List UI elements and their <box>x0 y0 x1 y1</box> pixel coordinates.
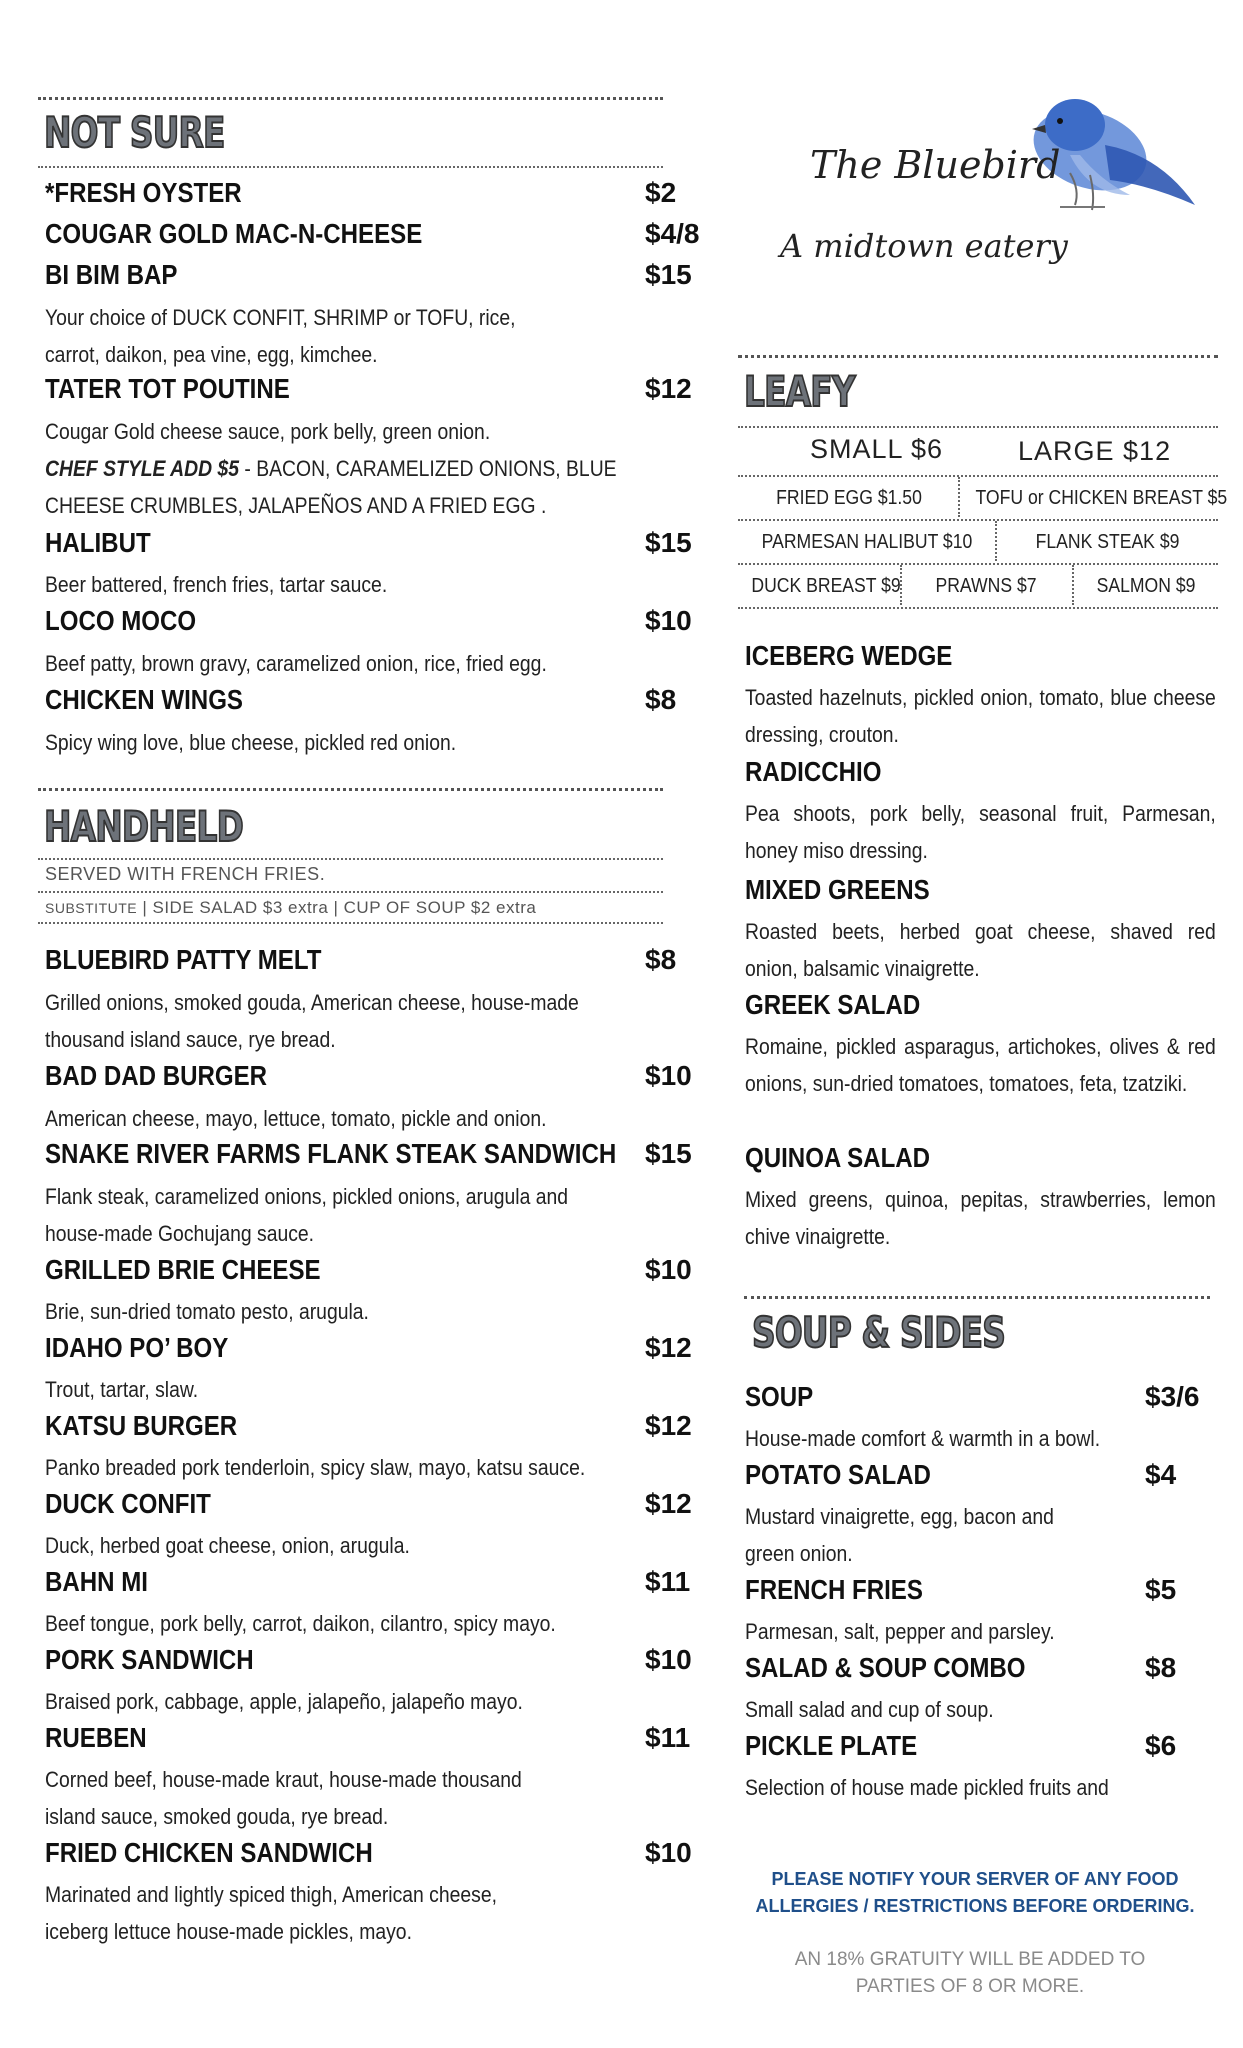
item-description: Your choice of DUCK CONFIT, SHRIMP or TOFU, rice, carrot, daikon, pea vine, egg, kimchee. <box>45 305 516 367</box>
item-name: BI BIM BAP <box>45 259 178 290</box>
item-description: Braised pork, cabbage, apple, jalapeño, jalapeño mayo. <box>45 1689 523 1714</box>
menu-item-fried-chicken-sandwich <box>45 1837 705 1871</box>
item-price: $15 <box>645 1138 692 1169</box>
divider <box>738 607 1218 609</box>
item-price: $10 <box>645 1644 692 1675</box>
item-description: Grilled onions, smoked gouda, American cheese, house-made thousand island sauce, rye bread. <box>45 990 579 1052</box>
menu-item-bi-bim-bap <box>45 259 705 293</box>
item-price: $10 <box>645 1060 692 1091</box>
item-name: PORK SANDWICH <box>45 1644 254 1675</box>
menu-item-patty-melt <box>45 944 705 978</box>
addon-flank-steak: FLANK STEAK $9 <box>1035 531 1180 553</box>
item-name: LOCO MOCO <box>45 605 197 636</box>
divider <box>900 565 902 605</box>
item-price: $5 <box>1145 1574 1177 1605</box>
item-price: $8 <box>645 944 677 975</box>
side-soup <box>745 1381 1205 1415</box>
menu-item-katsu-burger <box>45 1410 705 1444</box>
item-price: $2 <box>645 177 677 208</box>
salad-iceberg-wedge <box>745 640 1215 674</box>
section-title-soup-sides: SOUP & SIDES <box>752 1308 1006 1357</box>
item-description: Small salad and cup of soup. <box>745 1697 994 1722</box>
menu-item-tater-tot-poutine <box>45 373 705 407</box>
allergy-notice: PLEASE NOTIFY YOUR SERVER OF ANY FOOD ALLERGIES / RESTRICTIONS BEFORE ORDERING. <box>755 1869 1195 1916</box>
item-name: CHICKEN WINGS <box>45 684 244 715</box>
menu-item-idaho-po-boy <box>45 1332 705 1366</box>
logo-subtitle: A midtown eatery <box>780 227 1068 265</box>
item-name: DUCK CONFIT <box>45 1488 211 1519</box>
item-price: $11 <box>645 1722 691 1753</box>
menu-item-bahn-mi <box>45 1566 705 1600</box>
item-name: ICEBERG WEDGE <box>745 640 953 671</box>
item-description: Toasted hazelnuts, pickled onion, tomato, blue cheese dressing, crouton. <box>745 685 1216 747</box>
item-name: COUGAR GOLD MAC-N-CHEESE <box>45 218 423 249</box>
item-description: Duck, herbed goat cheese, onion, arugula. <box>45 1533 410 1558</box>
item-price: $11 <box>645 1566 691 1597</box>
item-description: Brie, sun-dried tomato pesto, arugula. <box>45 1299 369 1324</box>
item-price: $12 <box>645 1410 692 1441</box>
addon-fried-egg: FRIED EGG $1.50 <box>776 487 922 509</box>
item-price: $8 <box>645 684 677 715</box>
bluebird-logo <box>770 55 1210 295</box>
item-name: SOUP <box>745 1381 814 1412</box>
divider <box>38 891 663 893</box>
divider <box>738 426 1218 428</box>
substitute-options: | SIDE SALAD $3 extra | CUP OF SOUP $2 extra <box>137 898 537 917</box>
side-pickle-plate <box>745 1730 1205 1764</box>
item-price: $8 <box>1145 1652 1177 1683</box>
item-description: Pea shoots, pork belly, seasonal fruit, Parmesan, honey miso dressing. <box>745 801 1216 863</box>
item-name: GREEK SALAD <box>745 989 921 1020</box>
item-description: American cheese, mayo, lettuce, tomato, pickle and onion. <box>45 1106 547 1131</box>
menu-item-duck-confit <box>45 1488 705 1522</box>
served-with-note: SERVED WITH FRENCH FRIES. <box>45 864 326 884</box>
menu-item-mac-n-cheese <box>45 218 705 252</box>
menu-item-loco-moco <box>45 605 705 639</box>
side-salad-soup-combo <box>745 1652 1205 1686</box>
menu-item-rueben <box>45 1722 705 1756</box>
section-title-leafy: LEAFY <box>744 367 855 416</box>
item-description: Beef patty, brown gravy, caramelized onion, rice, fried egg. <box>45 651 547 676</box>
item-description: Parmesan, salt, pepper and parsley. <box>745 1619 1055 1644</box>
gratuity-notice: AN 18% GRATUITY WILL BE ADDED TO PARTIES OF 8 OR MORE. <box>794 1949 1146 1997</box>
divider <box>38 922 663 924</box>
item-description: Panko breaded pork tenderloin, spicy slaw, mayo, katsu sauce. <box>45 1455 586 1480</box>
menu-item-grilled-brie <box>45 1254 705 1288</box>
item-name: TATER TOT POUTINE <box>45 373 290 404</box>
divider <box>38 858 663 860</box>
chef-style-text: - BACON, CARAMELIZED ONIONS, BLUE CHEESE CRUMBLES, JALAPEÑOS AND A FRIED EGG . <box>45 456 617 518</box>
item-price: $3/6 <box>1145 1381 1200 1412</box>
divider <box>38 97 663 100</box>
item-name: BAD DAD BURGER <box>45 1060 268 1091</box>
menu-item-pork-sandwich <box>45 1644 705 1678</box>
item-description: Cougar Gold cheese sauce, pork belly, green onion. <box>45 419 491 444</box>
menu-item-halibut <box>45 527 705 561</box>
item-name: FRENCH FRIES <box>745 1574 923 1605</box>
divider <box>738 519 1218 521</box>
divider <box>738 475 1218 477</box>
addon-duck-breast: DUCK BREAST $9 <box>751 575 901 597</box>
substitute-note <box>45 898 536 918</box>
item-description: Romaine, pickled asparagus, artichokes, olives & red onions, sun-dried tomatoes, tomatoes, feta, tzatziki. <box>745 1034 1216 1096</box>
divider <box>1072 565 1074 605</box>
item-description: House-made comfort & warmth in a bowl. <box>745 1426 1101 1451</box>
item-name: HALIBUT <box>45 527 151 558</box>
item-name: BAHN MI <box>45 1566 148 1597</box>
item-description: Mixed greens, quinoa, pepitas, strawberries, lemon chive vinaigrette. <box>745 1187 1216 1249</box>
item-price: $15 <box>645 527 692 558</box>
menu-item-flank-steak-sandwich <box>45 1138 705 1172</box>
item-price: $12 <box>645 1332 692 1363</box>
item-name: RUEBEN <box>45 1722 147 1753</box>
menu-item-fresh-oyster <box>45 177 705 211</box>
item-description: Spicy wing love, blue cheese, pickled red onion. <box>45 730 457 755</box>
section-title-not-sure: NOT SURE <box>44 108 225 157</box>
item-name: GRILLED BRIE CHEESE <box>45 1254 321 1285</box>
item-name: POTATO SALAD <box>745 1459 931 1490</box>
item-price: $10 <box>645 605 692 636</box>
divider <box>38 166 663 168</box>
item-price: $12 <box>645 1488 692 1519</box>
item-name: MIXED GREENS <box>745 874 930 905</box>
item-price: $4 <box>1145 1459 1177 1490</box>
item-price: $10 <box>645 1254 692 1285</box>
item-description: Trout, tartar, slaw. <box>45 1377 199 1402</box>
chef-style-label: CHEF STYLE ADD $5 <box>45 456 239 481</box>
leafy-small-price: SMALL $6 <box>810 434 944 464</box>
addon-salmon: SALMON $9 <box>1096 575 1196 597</box>
item-description: Marinated and lightly spiced thigh, American cheese, iceberg lettuce house-made pickles, mayo. <box>45 1882 498 1944</box>
divider <box>995 521 997 561</box>
item-description: Flank steak, caramelized onions, pickled onions, arugula and house-made Gochujang sauce. <box>45 1184 569 1246</box>
addon-parmesan-halibut: PARMESAN HALIBUT $10 <box>761 531 973 553</box>
side-potato-salad <box>745 1459 1205 1493</box>
item-name: IDAHO PO’ BOY <box>45 1332 229 1363</box>
leafy-large-price: LARGE $12 <box>1018 436 1172 466</box>
salad-mixed-greens <box>745 874 1215 908</box>
divider <box>738 563 1218 565</box>
addon-prawns: PRAWNS $7 <box>935 575 1037 597</box>
item-price: $15 <box>645 259 692 290</box>
item-name: *FRESH OYSTER <box>45 177 242 208</box>
item-name: BLUEBIRD PATTY MELT <box>45 944 322 975</box>
divider <box>744 1296 1210 1299</box>
salad-quinoa <box>745 1142 1215 1176</box>
item-price: $6 <box>1145 1730 1177 1761</box>
chef-style-addon <box>45 450 626 524</box>
item-description: Corned beef, house-made kraut, house-made thousand island sauce, smoked gouda, rye bread. <box>45 1767 522 1829</box>
divider <box>738 355 1218 358</box>
section-title-handheld: HANDHELD <box>44 802 244 851</box>
item-price: $12 <box>645 373 692 404</box>
item-name: SNAKE RIVER FARMS FLANK STEAK SANDWICH <box>45 1138 617 1169</box>
item-name: QUINOA SALAD <box>745 1142 931 1173</box>
item-description: Roasted beets, herbed goat cheese, shaved red onion, balsamic vinaigrette. <box>745 919 1216 981</box>
item-description: Mustard vinaigrette, egg, bacon and green onion. <box>745 1504 1054 1566</box>
item-description: Beer battered, french fries, tartar sauce. <box>45 572 388 597</box>
side-french-fries <box>745 1574 1205 1608</box>
menu-item-chicken-wings <box>45 684 705 718</box>
item-price: $4/8 <box>645 218 700 249</box>
item-name: KATSU BURGER <box>45 1410 238 1441</box>
item-description: Selection of house made pickled fruits and <box>745 1775 1109 1800</box>
item-price: $10 <box>645 1837 692 1868</box>
item-name: FRIED CHICKEN SANDWICH <box>45 1837 373 1868</box>
addon-tofu-chicken: TOFU or CHICKEN BREAST $5 <box>975 487 1228 509</box>
divider <box>958 477 960 517</box>
item-description: Beef tongue, pork belly, carrot, daikon, cilantro, spicy mayo. <box>45 1611 556 1636</box>
item-name: PICKLE PLATE <box>745 1730 918 1761</box>
salad-radicchio <box>745 756 1215 790</box>
logo-title: The Bluebird <box>810 143 1061 187</box>
substitute-label: SUBSTITUTE <box>45 900 138 916</box>
divider <box>38 788 663 791</box>
item-name: SALAD & SOUP COMBO <box>745 1652 1026 1683</box>
menu-item-bad-dad-burger <box>45 1060 705 1094</box>
salad-greek <box>745 989 1215 1023</box>
item-name: RADICCHIO <box>745 756 882 787</box>
